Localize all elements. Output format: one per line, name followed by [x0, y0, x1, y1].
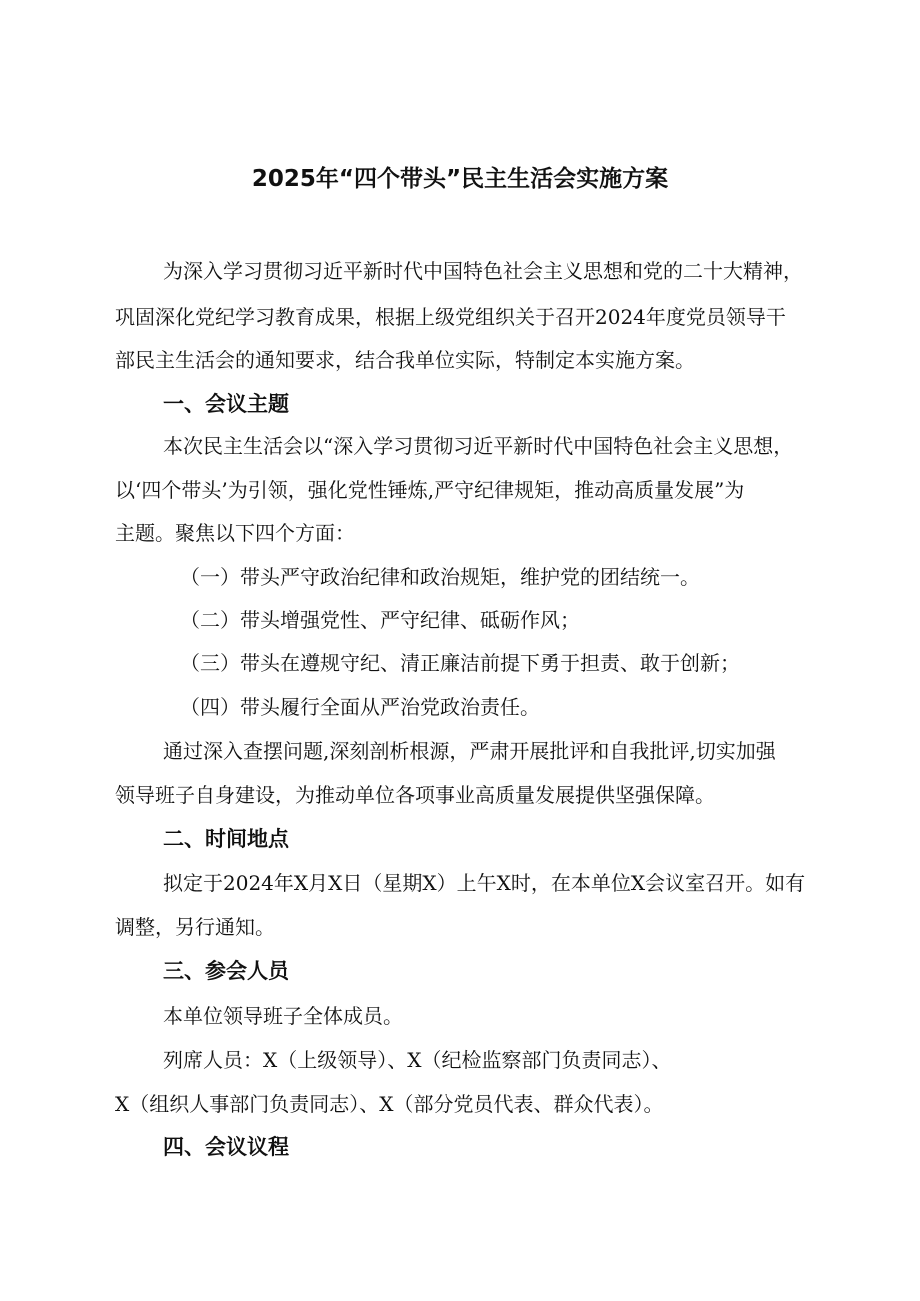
paragraph-line: 本单位领导班子全体成员。 [163, 1004, 403, 1028]
paragraph-line: 部民主生活会的通知要求，结合我单位实际，特制定本实施方案。 [115, 348, 695, 372]
paragraph-line: 通过深入查摆问题,深刻剖析根源，严肃开展批评和自我批评,切实加强 [163, 739, 776, 763]
paragraph-line: 以‘四个带头’为引领，强化党性锤炼,严守纪律规矩，推动高质量发展”为 [115, 478, 745, 502]
section-heading-attendees: 三、参会人员 [163, 959, 289, 983]
paragraph-line: 主题。聚焦以下四个方面： [115, 521, 355, 545]
paragraph-line: 本次民主生活会以“深入学习贯彻习近平新时代中国特色社会主义思想， [163, 434, 794, 458]
document-title: 2025年“四个带头”民主生活会实施方案 [251, 166, 669, 192]
list-item: （二）带头增强党性、严守纪律、砥砺作风； [180, 608, 580, 632]
paragraph-line: 领导班子自身建设，为推动单位各项事业高质量发展提供坚强保障。 [115, 783, 715, 807]
paragraph-line: 为深入学习贯彻习近平新时代中国特色社会主义思想和党的二十大精神， [163, 259, 803, 283]
list-item: （四）带头履行全面从严治党政治责任。 [180, 695, 540, 719]
section-heading-theme: 一、会议主题 [163, 392, 289, 416]
section-heading-agenda: 四、会议议程 [163, 1135, 289, 1159]
list-item: （三）带头在遵规守纪、清正廉洁前提下勇于担责、敢于创新； [180, 651, 740, 675]
paragraph-line: 列席人员：X（上级领导）、X（纪检监察部门负责同志）、 [163, 1048, 672, 1072]
list-item: （一）带头严守政治纪律和政治规矩，维护党的团结统一。 [180, 565, 700, 589]
section-heading-time-place: 二、时间地点 [163, 827, 289, 851]
paragraph-line: 拟定于2024年X月X日（星期X）上午X时，在本单位X会议室召开。如有 [163, 871, 806, 895]
paragraph-line: 调整，另行通知。 [115, 915, 275, 939]
paragraph-line: 巩固深化党纪学习教育成果，根据上级党组织关于召开2024年度党员领导干 [115, 305, 786, 329]
paragraph-line: X（组织人事部门负责同志）、X（部分党员代表、群众代表）。 [115, 1092, 664, 1116]
